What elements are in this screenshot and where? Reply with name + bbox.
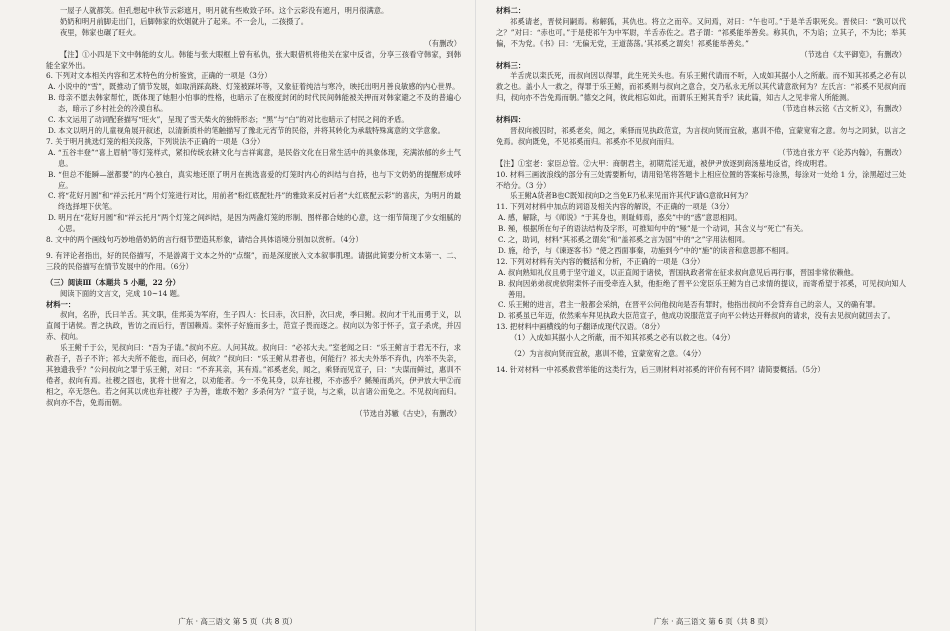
material-1-para-2: 乐王鲋千于公，见叔向曰：“吾为子请。”叔向不应。人问其故。叔向曰：“必祁大夫。”室老闻之曰：“乐王鲋言于君无不行，求赦吾子，吾子不许；祁大夫所不能也，而曰必，何故？”叔向曰：“乐王鲋从君者也，何能行？祁大夫外举不弃仇，内举不失亲，其独遗我乎？”公问叔向之罪于乐王鲋，对曰：“不弃其亲，其有焉。”祁奚老矣，闻之，乘驿而见宣子，曰：“夫谋而鲜过，惠训不倦者，叔向有焉。社稷之固也，犹将十世宥之，以劝能者。今一不免其身，以弃社稷，不亦惑乎？鲧殛而禹兴，伊尹放大甲②而相之，卒无怨色。若之何其以虎也弃社稷？子为善，谁敢不勉？多杀何为？”宣子说，与之乘，以言诸公而免之。不见叔向而归。叔向亦不告，免焉而朝。 bbox=[46, 343, 461, 407]
question-10: 10. 材料三画波浪线的部分有三处需要断句，请用铅笔将答题卡上相应位置的答案标号涂黑，每涂对一处给 1 分，涂黑超过三处不给分。（3 分） bbox=[496, 169, 906, 190]
section-3-heading: （三）阅读Ⅲ（本题共 5 小题，22 分） bbox=[46, 277, 180, 287]
question-11: 11. 下列对材料中加点的词语及相关内容的解说，不正确的一项是（3分） bbox=[496, 202, 734, 212]
story-text-2: 奶奶和明月前脚走出门，后脚韩家的炊烟就升了起来。不一会儿，二孩摄了。 bbox=[60, 16, 309, 26]
story-note: 【注】①小四是下文中韩能的女儿。韩能与张大眼框上曾有私仇，张大眼借机将他关在家中反省，分享三孩看守韩家，到韩能全家外出。 bbox=[46, 49, 461, 70]
section-3-instructions: 阅读下面的文言文，完成 10~14 题。 bbox=[60, 288, 185, 298]
question-13: 13. 把材料中画横线的句子翻译成现代汉语。（8分） bbox=[496, 322, 665, 332]
material-1-label: 材料一： bbox=[46, 299, 76, 309]
material-3-label: 材料三： bbox=[496, 60, 526, 70]
right-page bbox=[475, 0, 950, 631]
material-4-label: 材料四： bbox=[496, 115, 526, 125]
q12-option-a: A. 叔向熟知礼仪且勇于坚守道义，以正直闻于诸侯，晋国执政者常在征求叔向意见后再行事，晋国非常依赖他。 bbox=[498, 267, 859, 277]
q12-option-b: B. 叔向因弟弟叔虎依附栾怀子而受牵连入狱，他拒绝了晋平公宠臣乐王鲋为自己求情的提议，而寄希望于祁奚，可见叔向知人善用。 bbox=[498, 278, 906, 299]
page-footer-left: 广东 · 高三语文 第 5 页（共 8 页） bbox=[178, 617, 297, 626]
story-source: （有删改） bbox=[424, 38, 461, 48]
q12-option-c: C. 乐王鲋的进言，君主一般都会采纳，在晋平公问他叔向是否有罪时，他指出叔向不会背弃自己的亲人，又的确有罪。 bbox=[498, 300, 881, 310]
q7-option-d: D. 明月在“花好月圆”和“祥云托月”两个灯笼之间纠结，是因为两盏灯笼的形制、图样都合她的心意，这一细节简现了少女细腻的心思。 bbox=[48, 213, 461, 234]
q11-option-d: D. 施，给予，与《谏逐客书》“使之西面事秦，功施到今”中的“施”的读音和意思都不相同。 bbox=[498, 245, 794, 255]
q13-part-2: （2）为言叔向贤而宜赦，惠训不倦，宜蒙宽宥之意。（4分） bbox=[510, 349, 706, 359]
material-4-text: 晋叔向被囚时，祁奚老矣，闻之，乘驿而见执政范宣，为言叔向贤而宜赦，惠训不倦，宜蒙宽宥之意。勿与之同狱，以言之免焉。叔向既免，不见祁奚而归。祁奚亦不见叔向而归。 bbox=[496, 125, 906, 146]
material-3-source: （节选自林云铭《古文析义》，有删改） bbox=[778, 104, 906, 114]
q6-option-d: D. 本文以明月的儿童视角展开叙述，以清新质朴的笔触描写了豫北元宵节的民俗，并将其转化为承载特殊寓意的文学意象。 bbox=[48, 125, 445, 135]
story-text-3: 夜里，韩家也碾了旺火。 bbox=[60, 27, 141, 37]
q12-option-d: D. 祁奚虽已年迈，依然乘车拜见执政大臣范宣子，他成功说服范宣子向平公转达开释叔向的请求，没有去见叔向就回去了。 bbox=[498, 311, 895, 321]
material-2-source: （节选自《太平御览》，有删改） bbox=[800, 49, 906, 59]
question-14: 14. 针对材料一中祁奚救营举能的这类行为，后三则材料对祁奚的评价有何不同？请简要概括。（5分） bbox=[496, 365, 825, 374]
q6-option-a: A. 小说中的“雪”，既推动了情节发展，如取消踩高跷、灯笼被踩坏等，又象征着纯洁与寒冷，映托出明月善良敏感的内心世界。 bbox=[48, 82, 460, 92]
q11-option-c: C. 之，助词，材料“其祁奚之谓矣”和“盖祁奚之言为国”中的“之”字用法相同。 bbox=[498, 235, 750, 245]
story-text-1: 一屋子人就都笑。但孔想起中秋节云彩遮月，明月就有些败致子环。这个云彩没有遮月，明月很满意。 bbox=[60, 6, 389, 15]
annotation-note: 【注】①室老：家臣总管。②大甲：商朝君主，初期荒淫无道，被伊尹放逐到商汤墓地反省，终成明君。 bbox=[496, 158, 832, 168]
question-8: 8. 文中的两个画线句巧妙地借奶奶的言行细节塑造其形象，请结合具体语境分别加以赏析。（4分） bbox=[46, 235, 363, 245]
question-7: 7. 关于明月挑选灯笼的相关段落，下列说法不正确的一项是（3分） bbox=[46, 136, 265, 146]
material-2-label: 材料二： bbox=[496, 6, 526, 15]
material-3-text: 羊舌虎以栾氏死，而叔向因以得罪，此生死关头也。有乐王鲋代请而不听，入成如其据小人之所蔽。而不知其祁奚之必有以救之也。盖小人一救之，得罪于乐王鲋，而祁奚则与叔向之意合，交乃私永无所以其代请意欲何为？左氏言：“祁奚不见叔向而归，叔向亦不告免焉而朝。”德交之间，彼此相忘如此，而谓乐王鲋其肯乎？读此篇，知古人之见非常人所能测。 bbox=[496, 71, 906, 103]
q7-option-a: A. “五谷丰登”“喜上眉梢”等灯笼样式，紧扣传统农耕文化与吉祥寓意，是民俗文化在日常生活中的具象体现，充满浓郁的乡土气息。 bbox=[48, 147, 461, 168]
q6-option-b: B. 母亲不愿去韩家帮忙，既体现了她胆小怕事的性格，也暗示了在极度封闭的时代民间韩能被关押而对韩家避之不及的普遍心态，暗示了乡村社会的冷漠自私。 bbox=[48, 93, 461, 114]
material-4-source: （节选自张方平《论苏内翰》，有删改） bbox=[778, 147, 906, 157]
question-9: 9. 有评论者指出，好的民俗描写，不是游离于文本之外的“点缀”，而是深度嵌入文本叙事肌理。请据此简要分析文本第一、二、三段的民俗描写在情节发展中的作用。（6分） bbox=[46, 250, 461, 271]
q10-sentence: 乐王鲋A货者B也C既知叔向D之当免E乃私来见而许其代F请G意欲H何为？ bbox=[510, 191, 752, 201]
q6-option-c: C. 本文运用了动词配套描写“旺火”，呈现了雪天柴火的独特形态；“黑”与“白”的对比也暗示了村民之间的矛盾。 bbox=[48, 115, 409, 125]
q7-option-c: C. 将“花好月圆”和“祥云托月”两个灯笼进行对比，用前者“粉红底配牡丹”的雅致来反衬后者“大红底配云彩”的喜庆，为明月的最终选择埋下伏笔。 bbox=[48, 191, 461, 212]
q13-part-1: （1）入成如其据小人之所蔽，而不知其祁奚之必有以救之也。（4分） bbox=[510, 333, 735, 343]
q7-option-b: B. “但总不能瞬—滋都要”的内心独白，真实地还原了明月在挑选喜爱的灯笼时内心的纠结与自持，也与下文奶奶的提醒形成呼应。 bbox=[48, 169, 461, 190]
material-1-para-1: 叔向，名肸，氏曰羊舌。其文职，佳邦美为军府，生子四人：长曰赤，次曰肸，次曰虎，季曰鲋。叔向才干礼而勇于义，以直闻于诸侯。晋之执政，皆访之而后行，晋国赖焉。栾怀子好施而多士，范宣子畏而逐之。叔向以为邻于怀子，宣子杀虎，并囚赤、叔向。 bbox=[46, 310, 461, 342]
question-12: 12. 下列对材料有关内容的概括和分析，不正确的一项是（3分） bbox=[496, 256, 705, 266]
material-1-source: （节选自苏辙《古史》，有删改） bbox=[355, 408, 461, 418]
material-2-text: 祁奚请老，晋侯问嗣焉。称解狐，其仇也。将立之而卒。又问焉，对曰：“午也可。”于是羊舌职死矣。晋侯曰：“孰可以代之？”对曰：“赤也可。”于是使祁午为中军尉，羊舌赤佐之。君子谓：“祁奚能举善矣。称其仇，不为谄；立其子，不为比；举其偏，不为党。《书》曰：‘无偏无党，王道荡荡。’其祁奚之谓矣！祁奚能举善矣。” bbox=[496, 16, 906, 48]
q11-option-b: B. 殛，根据所在句子的语法结构及字形，可推知句中的“殛”是一个动词，其含义与“死亡”有关。 bbox=[498, 224, 808, 234]
question-6: 6. 下列对文本相关内容和艺术特色的分析鉴赏，正确的一项是（3分） bbox=[46, 71, 272, 81]
q11-option-a: A. 感，解除，与《师说》“于其身也，则耻师焉，惑矣”中的“惑”意思相同。 bbox=[498, 213, 742, 223]
page-footer-right: 广东 · 高三语文 第 6 页（共 8 页） bbox=[653, 617, 773, 626]
